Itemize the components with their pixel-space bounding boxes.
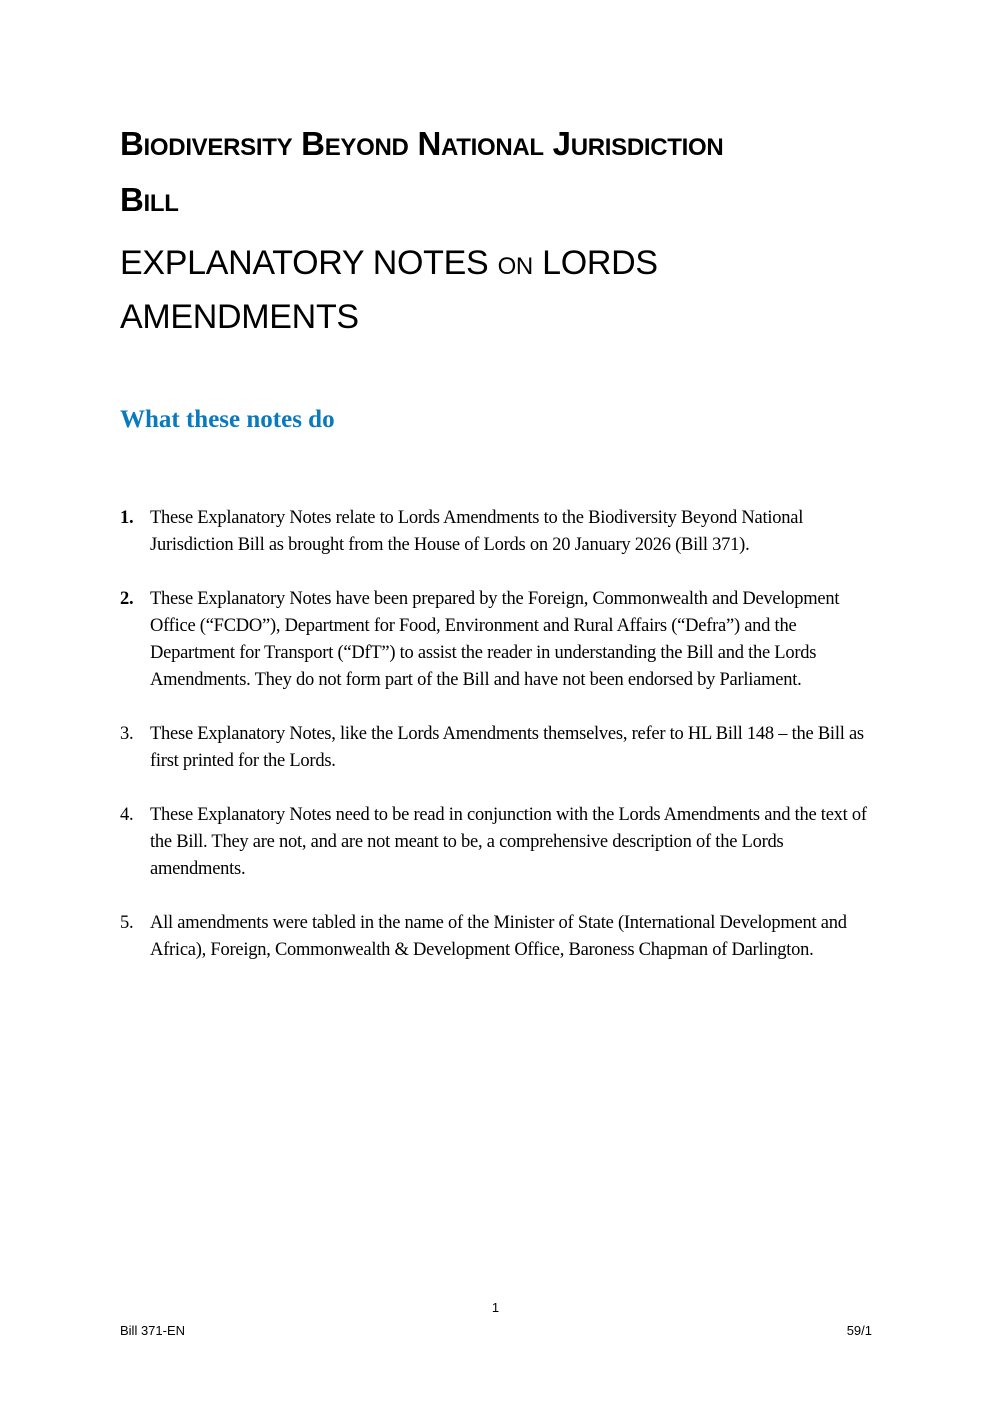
title-word: BILL xyxy=(120,181,179,218)
footer-print-reference: 59/1 xyxy=(846,1323,872,1338)
note-item xyxy=(120,802,880,883)
document-title xyxy=(120,118,880,230)
note-text: These Explanatory Notes, like the Lords Amendments themselves, refer to HL Bill 148 – the Bill as first printed for the Lords. xyxy=(150,724,864,771)
note-item xyxy=(120,505,880,559)
notes-list xyxy=(120,505,880,991)
title-word: JURISDICTION xyxy=(552,125,724,162)
note-number: 4. xyxy=(120,805,134,825)
title-word: NATIONAL xyxy=(417,125,544,162)
note-item xyxy=(120,721,880,775)
note-text: These Explanatory Notes relate to Lords Amendments to the Biodiversity Beyond National Jurisdiction Bill as brought from the House of Lords on 20 January 2026 (Bill 371). xyxy=(150,508,804,555)
note-item xyxy=(120,910,880,964)
page-number: 1 xyxy=(491,1300,500,1315)
note-text: These Explanatory Notes have been prepared by the Foreign, Commonwealth and Development Office (“FCDO”), Department for Food, Environment and Rural Affairs (“Defra”) and the Department for Transport (“DfT”) to assist the reader in understanding the Bill and the Lords Amendments. They do not form part of the Bill and have not been endorsed by Parliament. xyxy=(150,589,840,690)
subtitle-part3: LORDS AMENDMENTS xyxy=(120,244,658,336)
note-text: All amendments were tabled in the name of the Minister of State (International Development and Africa), Foreign, Commonwealth & Development Office, Baroness Chapman of Darlington. xyxy=(150,913,847,960)
title-word: BEYOND xyxy=(301,125,409,162)
note-number: 1. xyxy=(120,508,134,528)
title-word: BIODIVERSITY xyxy=(120,125,293,162)
note-text: These Explanatory Notes need to be read in conjunction with the Lords Amendments and the text of the Bill. They are not, and are not meant to be, a comprehensive description of the Lords amendments. xyxy=(150,805,867,879)
note-number: 3. xyxy=(120,724,134,744)
note-number: 2. xyxy=(120,589,134,609)
note-item xyxy=(120,586,880,694)
footer-bill-reference: Bill 371-EN xyxy=(120,1323,186,1338)
note-number: 5. xyxy=(120,913,134,933)
document-subtitle: EXPLANATORY NOTES ON LORDS AMENDMENTS xyxy=(120,244,658,336)
section-heading: What these notes do xyxy=(120,406,335,433)
